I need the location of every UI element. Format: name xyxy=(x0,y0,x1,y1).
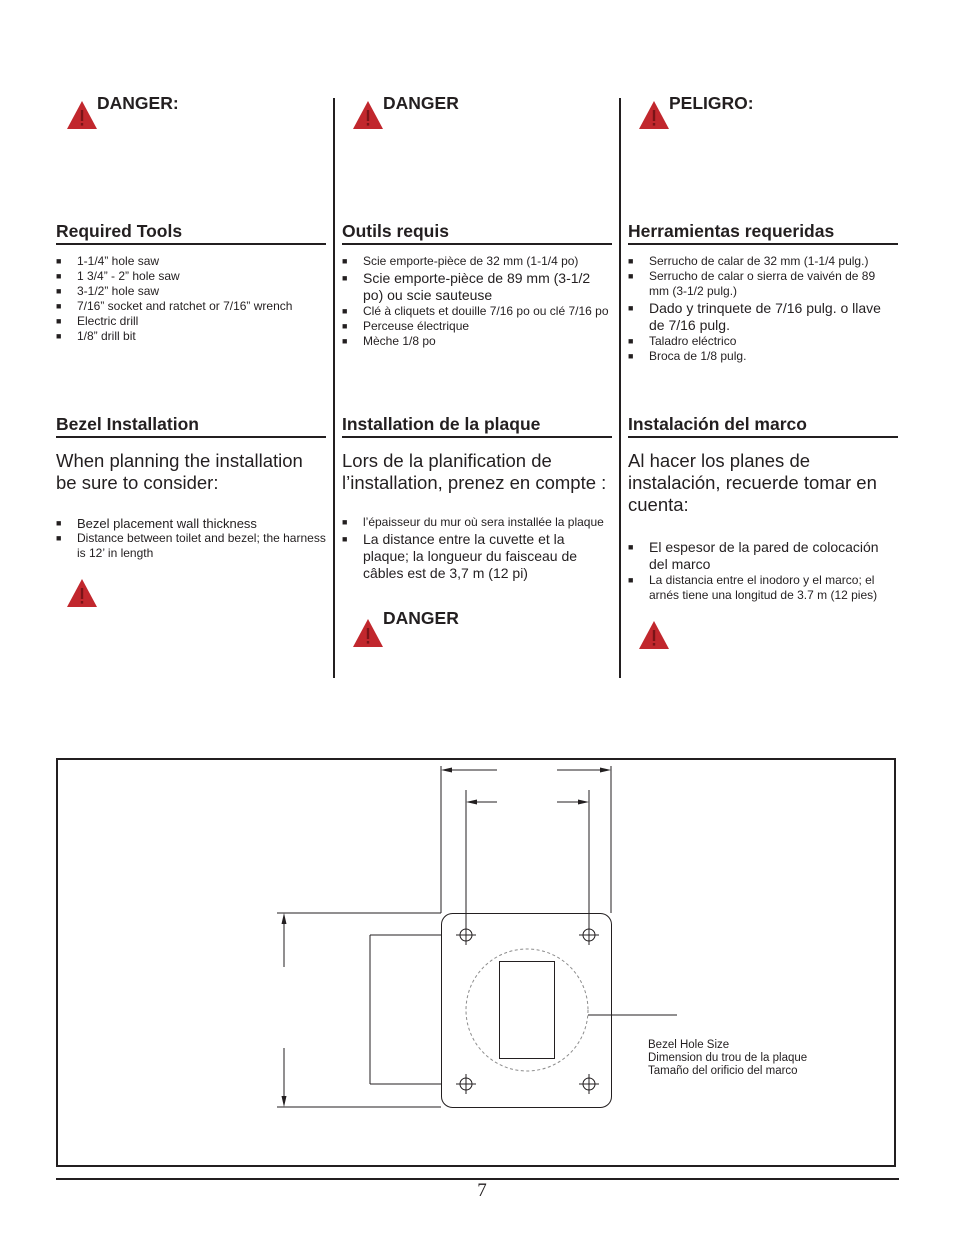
list-item: ■ 1/8” drill bit xyxy=(56,329,326,344)
list-item: ■ Dado y trinquete de 7/16 pulg. o llave de 7/16 pulg. xyxy=(628,300,898,334)
tools-heading: Outils requis xyxy=(342,220,612,245)
install-intro: When planning the installation be sure to consider: xyxy=(56,450,303,493)
list-item: ■ Mèche 1/8 po xyxy=(342,334,612,349)
list-item: ■ La distance entre la cuvette et la plaque; la longueur du faisceau de câbles est de 3,7 m (12 pi) xyxy=(342,531,612,582)
tools-heading: Required Tools xyxy=(56,220,326,245)
list-item: ■ Broca de 1/8 pulg. xyxy=(628,349,898,364)
list-item: ■ Distance between toilet and bezel; the harness is 12’ in length xyxy=(56,531,326,561)
tools-heading: Herramientas requeridas xyxy=(628,220,898,245)
list-item: ■ 3-1/2” hole saw xyxy=(56,284,326,299)
list-item: ■ Electric drill xyxy=(56,314,326,329)
list-item: ■ El espesor de la pared de colocación del marco xyxy=(628,539,898,573)
list-item: ■ Serrucho de calar de 32 mm (1-1/4 pulg.) xyxy=(628,254,898,269)
list-item: ■ 7/16” socket and ratchet or 7/16” wrench xyxy=(56,299,326,314)
list-item: ■ Taladro eléctrico xyxy=(628,334,898,349)
danger-heading: DANGER xyxy=(383,93,459,113)
second-danger-heading: DANGER xyxy=(383,608,459,628)
list-item: ■ Scie emporte-pièce de 32 mm (1-1/4 po) xyxy=(342,254,612,269)
list-item: ■ Scie emporte-pièce de 89 mm (3-1/2 po) ou scie sauteuse xyxy=(342,270,612,304)
danger-heading: DANGER: xyxy=(97,93,179,113)
list-item: ■ La distancia entre el inodoro y el marco; el arnés tiene una longitud de 3.7 m (12 pies) xyxy=(628,573,898,603)
install-intro: Al hacer los planes de instalación, recuerde tomar en cuenta: xyxy=(628,450,877,515)
list-item: ■ 1 3/4” - 2” hole saw xyxy=(56,269,326,284)
install-heading: Installation de la plaque xyxy=(342,413,612,438)
list-item: ■ 1-1/4” hole saw xyxy=(56,254,326,269)
install-intro: Lors de la planification de l’installation, prenez en compte : xyxy=(342,450,607,493)
list-item: ■ Clé à cliquets et douille 7/16 po ou clé 7/16 po xyxy=(342,304,612,319)
page-number: 7 xyxy=(477,1180,487,1201)
bezel-hole-size-label: Bezel Hole Size Dimension du trou de la plaque Tamaño del orificio del marco xyxy=(648,1039,808,1077)
list-item: ■ Perceuse électrique xyxy=(342,319,612,334)
install-heading: Bezel Installation xyxy=(56,413,326,438)
danger-heading: PELIGRO: xyxy=(669,93,754,113)
install-heading: Instalación del marco xyxy=(628,413,898,438)
list-item: ■ Serrucho de calar o sierra de vaivén de 89 mm (3-1/2 pulg.) xyxy=(628,269,898,299)
list-item: ■ Bezel placement wall thickness xyxy=(56,516,326,531)
list-item: ■ l’épaisseur du mur où sera installée la plaque xyxy=(342,515,612,530)
